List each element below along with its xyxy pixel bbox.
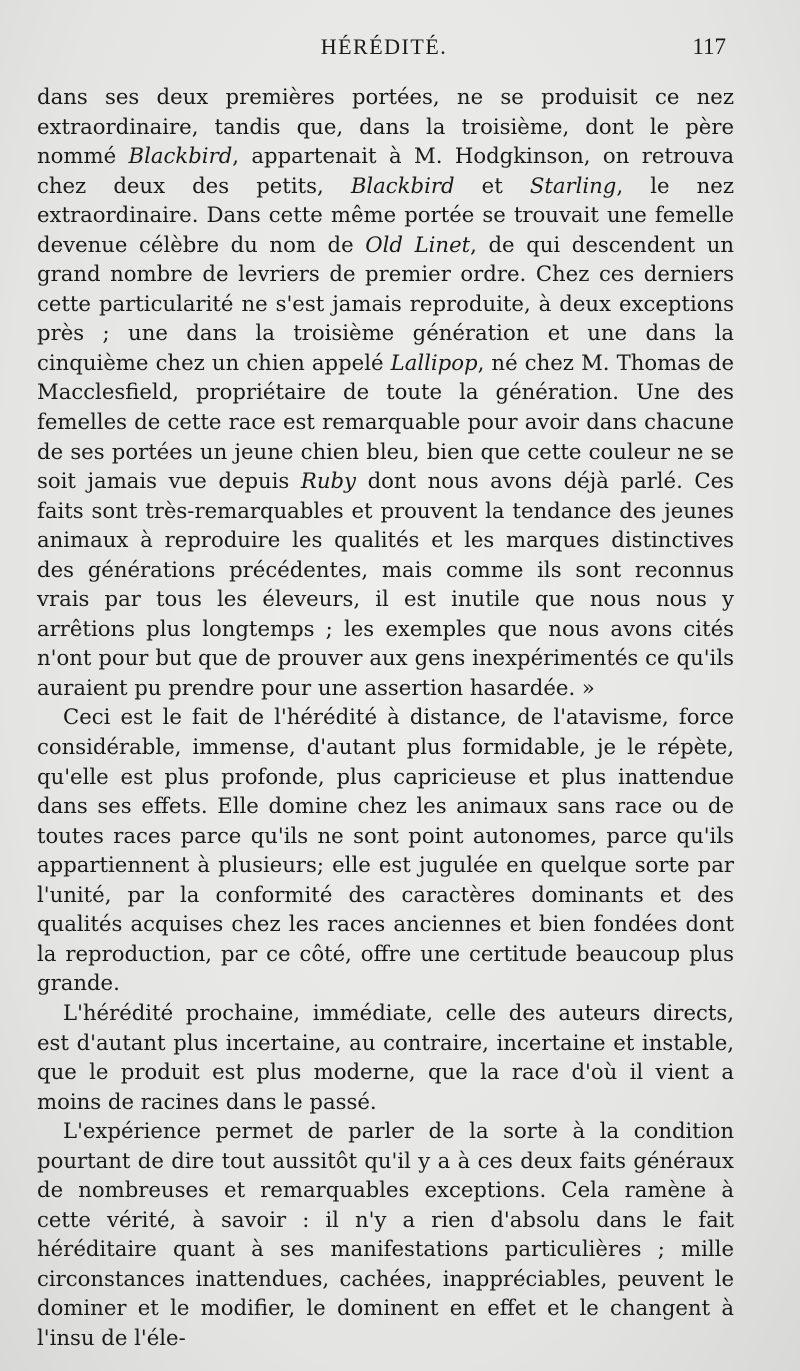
text-run: , appartenait à M. Hodgkinson, on retrouva chez deux des petits, bbox=[37, 143, 735, 198]
text-run: , né chez M. Thomas de Macclesfield, propriétaire de toute la génération. Une des femelles de cette race est remarquable pour avoir dans chacune de ses portées un jeune chien bleu, bien que cette couleur ne se soit jamais vue depuis bbox=[37, 349, 734, 494]
paragraph bbox=[37, 702, 734, 997]
text-run: L'hérédité prochaine, immédiate, celle des auteurs directs, est d'autant plus incertaine, au contraire, incertaine et instable, que le produit est plus moderne, que la race d'où il vient a moins de racines dans le passé. bbox=[37, 999, 734, 1114]
text-run: , le nez extraordinaire. Dans cette même portée se trouvait une femelle devenue célèbre du nom de bbox=[37, 172, 734, 257]
paragraph bbox=[37, 998, 734, 1116]
text-run: L'expérience permet de parler de la sorte à la condition pourtant de dire tout aussitôt qu'il y a à ces deux faits généraux de nombreuses et remarquables exceptions. Cela ramène à cette vérité, à savoir : il n'y a rien d'absolu dans le fait héréditaire quant à ses manifestations particulières ; mille circonstances inattendues, cachées, inappréciables, peuvent le dominer et le modifier, le dominent en effet et le changent à l'insu de l'éle- bbox=[37, 1118, 734, 1350]
italic-name: Lallipop bbox=[390, 349, 478, 375]
text-run: dont nous avons déjà parlé. Ces faits sont très-remarquables et prouvent la tendance des jeunes animaux à reproduire les qualités et les marques distinctives des générations précédentes, mais comme ils sont reconnus vrais par tous les éleveurs, il est inutile que nous nous y arrêtions plus longtemps ; les exemples que nous avons cités n'ont pour but que de prouver aux gens inexpérimentés ce qu'ils auraient pu prendre pour une assertion hasardée. » bbox=[37, 468, 735, 700]
text-run: , de qui descendent un grand nombre de levriers de premier ordre. Chez ces derniers cette particularité ne s'est jamais reproduite, à deux exceptions près ; une dans la troisième génération et une dans la cinquième chez un chien appelé bbox=[37, 231, 734, 375]
running-head-title: HÉRÉDITÉ. bbox=[320, 34, 448, 59]
italic-name: Starling bbox=[529, 172, 617, 198]
text-run: dans ses deux premières portées, ne se produisit ce nez extraordinaire, tandis que, dans la troisième, dont le père nommé bbox=[37, 84, 734, 169]
italic-name: Blackbird bbox=[350, 172, 455, 198]
italic-name: Old Linet bbox=[365, 231, 471, 257]
text-run: et bbox=[454, 172, 530, 198]
paragraph bbox=[37, 82, 734, 702]
italic-name: Ruby bbox=[300, 468, 357, 494]
italic-name: Blackbird bbox=[128, 143, 233, 169]
page-number: 117 bbox=[692, 34, 726, 59]
running-head bbox=[0, 34, 800, 64]
body-text bbox=[37, 82, 734, 1353]
paragraph bbox=[37, 1116, 734, 1352]
text-run: Ceci est le fait de l'hérédité à distance, de l'atavisme, force considérable, immense, d'autant plus formidable, je le répète, qu'elle est plus profonde, plus capricieuse et plus inattendue dans ses effets. Elle domine chez les animaux sans race ou de toutes races parce qu'ils ne sont point autonomes, parce qu'ils appartiennent à plusieurs; elle est jugulée en quelque sorte par l'unité, par la conformité des caractères dominants et des qualités acquises chez les races anciennes et bien fondées dont la reproduction, par ce côté, offre une certitude beaucoup plus grande. bbox=[37, 704, 734, 996]
